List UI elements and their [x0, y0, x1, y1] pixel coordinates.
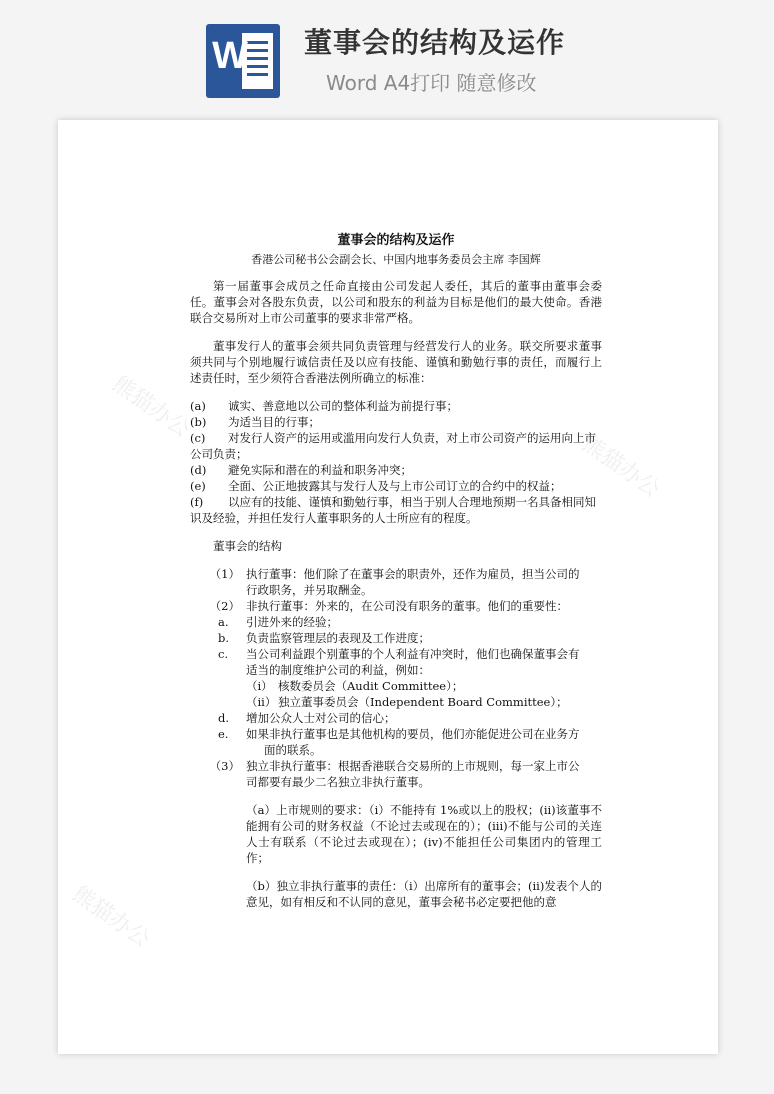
- list-item-continuation: 行政职务，并另取酬金。: [246, 583, 373, 597]
- document-title: 董事会的结构及运作: [337, 233, 455, 248]
- list-subitem: d. 增加公众人士对公司的信心；: [218, 711, 396, 725]
- document-author: 香港公司秘书公会副会长、中国内地事务委员会主席 李国辉: [251, 253, 541, 266]
- paragraph: （a）上市规则的要求：（i）不能持有 1%或以上的股权；(ii)该董事不能拥有公司的财务权益（不论过去或现在的）；(iii)不能与公司的关连人士有联系（不论过去或现在）；(iv)不能担任公司集团内的管理工作；: [246, 803, 602, 865]
- page-header: [0, 0, 774, 120]
- list-item: （1） 执行董事：他们除了在董事会的职责外，还作为雇员，担当公司的: [209, 567, 580, 581]
- list-item: (c) 对发行人资产的运用或滥用向发行人负责，对上市公司资产的运用向上市公司负责；: [190, 431, 596, 461]
- list-subitem: b. 负责监察管理层的表现及工作进度；: [218, 631, 430, 645]
- watermark: 熊猫办公: [577, 431, 665, 503]
- list-item-continuation: 适当的制度维护公司的利益，例如：: [246, 663, 430, 677]
- watermark: 熊猫办公: [107, 371, 195, 443]
- list-item-continuation: 司都要有最少二名独立非执行董事。: [246, 775, 430, 789]
- header-subtitle: Word A4打印 随意修改: [326, 71, 537, 95]
- list-subitem: a. 引进外来的经验；: [218, 615, 338, 629]
- list-item: (f) 以应有的技能、谨慎和勤勉行事，相当于别人合理地预期一名具备相同知识及经验，并担任发行人董事职务的人士所应有的程度。: [190, 495, 596, 525]
- section-heading: 董事会的结构: [213, 539, 282, 553]
- list-subitem: （i） 核数委员会（Audit Committee）；: [246, 679, 464, 693]
- structure-list: [190, 566, 602, 910]
- paragraph: 第一届董事会成员之任命直接由公司发起人委任，其后的董事由董事会委任。董事会对各股东负责，以公司和股东的利益为目标是他们的最大使命。香港联合交易所对上市公司董事的要求非常严格。: [190, 279, 602, 325]
- list-item: (e) 全面、公正地披露其与发行人及与上市公司订立的合约中的权益；: [190, 479, 562, 493]
- document-page: [58, 120, 718, 1054]
- list-item: (d) 避免实际和潜在的利益和职务冲突；: [190, 463, 412, 477]
- standards-list: [190, 398, 602, 526]
- word-icon: [206, 24, 280, 98]
- list-subitem: e. 如果非执行董事也是其他机构的要员，他们亦能促进公司在业务方: [218, 727, 580, 741]
- list-item: (b) 为适当目的行事；: [190, 415, 320, 429]
- list-subitem: （ii） 独立董事委员会（Independent Board Committee）；: [246, 695, 568, 709]
- list-item: （3） 独立非执行董事：根据香港联合交易所的上市规则，每一家上市公: [209, 759, 580, 773]
- header-title: 董事会的结构及运作: [304, 26, 566, 59]
- list-subitem: c. 当公司利益跟个别董事的个人利益有冲突时，他们也确保董事会有: [218, 647, 580, 661]
- watermark: 熊猫办公: [67, 881, 155, 953]
- list-item-continuation: 面的联系。: [264, 743, 322, 757]
- word-icon-letter: W: [212, 35, 248, 77]
- list-item: （2） 非执行董事：外来的，在公司没有职务的董事。他们的重要性：: [209, 599, 568, 613]
- paragraph: 董事发行人的董事会须共同负责管理与经营发行人的业务。联交所要求董事须共同与个别地履行诚信责任及以应有技能、谨慎和勤勉行事的责任，而履行上述责任时，至少须符合香港法例所确立的标准：: [190, 339, 602, 385]
- paragraph: （b）独立非执行董事的责任：（i）出席所有的董事会；(ii)发表个人的意见，如有相反和不认同的意见，董事会秘书必定要把他的意: [246, 879, 602, 909]
- list-item: (a) 诚实、善意地以公司的整体利益为前提行事；: [190, 399, 458, 413]
- document-body: [190, 232, 602, 922]
